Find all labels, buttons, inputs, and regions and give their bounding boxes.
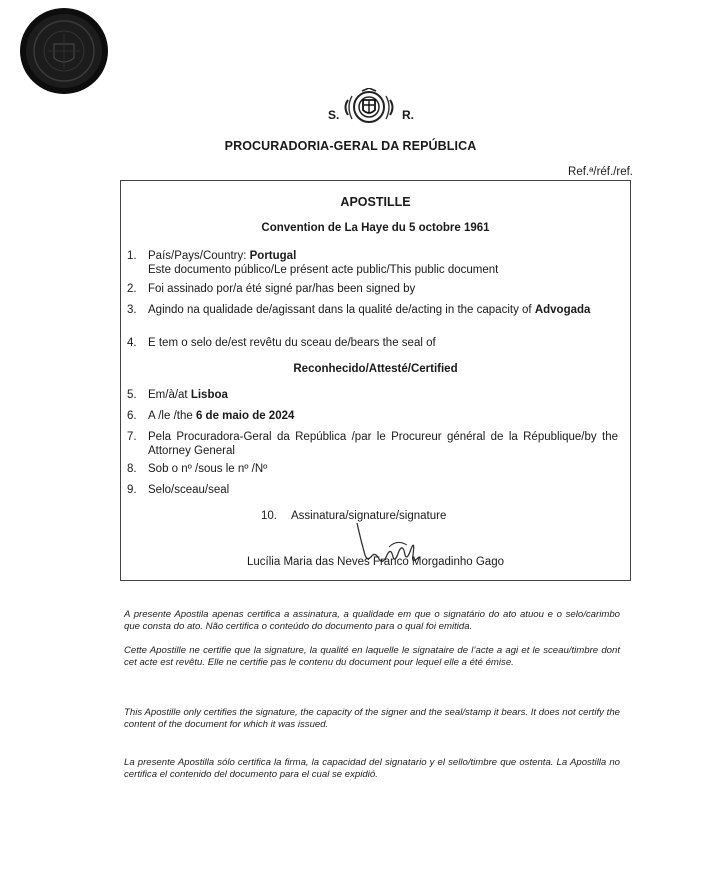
signer-name: Lucília Maria das Neves Franco Morgadinho Gago — [247, 556, 504, 568]
item-seal — [127, 483, 618, 497]
apostille-box — [120, 180, 631, 581]
item-number: 3. — [127, 304, 137, 316]
note-portuguese: A presente Apostila apenas certifica a assinatura, a qualidade em que o signatário do ato atuou e o selo/carimbo que consta do ato. Não certifica o conteúdo do documento para o qual foi emitida. — [124, 609, 620, 632]
item-label: Em/à/at — [148, 389, 191, 401]
item-number-ref — [127, 462, 618, 476]
crest-right-letter: R. — [402, 108, 414, 122]
item-place — [127, 388, 618, 402]
item-number: 8. — [127, 463, 137, 475]
item-line2: Este documento público/Le présent acte public/This public document — [148, 264, 499, 276]
item-label: E tem o selo de/est revêtu du sceau de/bears the seal of — [148, 337, 436, 349]
item-label: A /le /the — [148, 410, 196, 422]
item-issued-by — [127, 430, 618, 458]
item-number: 1. — [127, 250, 137, 262]
state-crest-row — [0, 88, 701, 128]
item-value: 6 de maio de 2024 — [195, 410, 295, 422]
item-number: 10. — [261, 510, 277, 522]
note-french: Cette Apostille ne certifie que la signature, la qualité en laquelle le signataire de l’acte a agi et le sceau/timbre dont cet acte est revêtu. Elle ne certifie pas le contenu du document pour lequel elle a été émise. — [124, 645, 620, 668]
reference-label: Ref.ª/réf./ref. — [568, 166, 633, 178]
item-seal-of — [127, 336, 618, 350]
item-date — [127, 409, 618, 423]
item-label: Foi assinado por/a été signé par/has been signed by — [148, 283, 416, 295]
item-value: Portugal — [249, 250, 297, 262]
item-number: 2. — [127, 283, 137, 295]
apostille-title: APOSTILLE — [340, 195, 411, 209]
convention-subtitle: Convention de La Haye du 5 octobre 1961 — [261, 222, 490, 234]
item-number: 5. — [127, 389, 137, 401]
item-label: País/Pays/Country: — [148, 250, 250, 262]
item-label: Agindo na qualidade de/agissant dans la qualité de/acting in the capacity of — [148, 304, 535, 316]
item-label: Sob o nº /sous le nº /Nº — [148, 463, 268, 475]
item-value: Advogada — [534, 304, 591, 316]
wax-seal-icon — [18, 4, 110, 96]
certified-heading: Reconhecido/Attesté/Certified — [293, 363, 458, 375]
crest-left-letter: S. — [328, 108, 340, 122]
item-signed-by — [127, 282, 618, 296]
item-number: 9. — [127, 484, 137, 496]
note-english: This Apostille only certifies the signature, the capacity of the signer and the seal/stamp it bears. It does not certify the content of the document for which it was issued. — [124, 707, 620, 730]
item-capacity — [127, 303, 618, 317]
signature-label: Assinatura/signature/signature — [291, 510, 447, 522]
item-number: 4. — [127, 337, 137, 349]
item-value: Lisboa — [190, 389, 228, 401]
item-label: Selo/sceau/seal — [148, 484, 230, 496]
page-title: PROCURADORIA-GERAL DA REPÚBLICA — [224, 139, 477, 153]
note-spanish: La presente Apostilla sólo certifica la firma, la capacidad del signatario y el sello/timbre que ostenta. La Apostilla no certifica el contenido del documento para el cual se expidió. — [124, 757, 620, 780]
item-label: Pela Procuradora-Geral da República /par le Procureur général de la République/by the Attorney General — [148, 431, 618, 457]
item-number: 6. — [127, 410, 137, 422]
coat-of-arms-icon — [342, 88, 396, 126]
item-country — [127, 249, 618, 277]
item-number: 7. — [127, 431, 137, 443]
